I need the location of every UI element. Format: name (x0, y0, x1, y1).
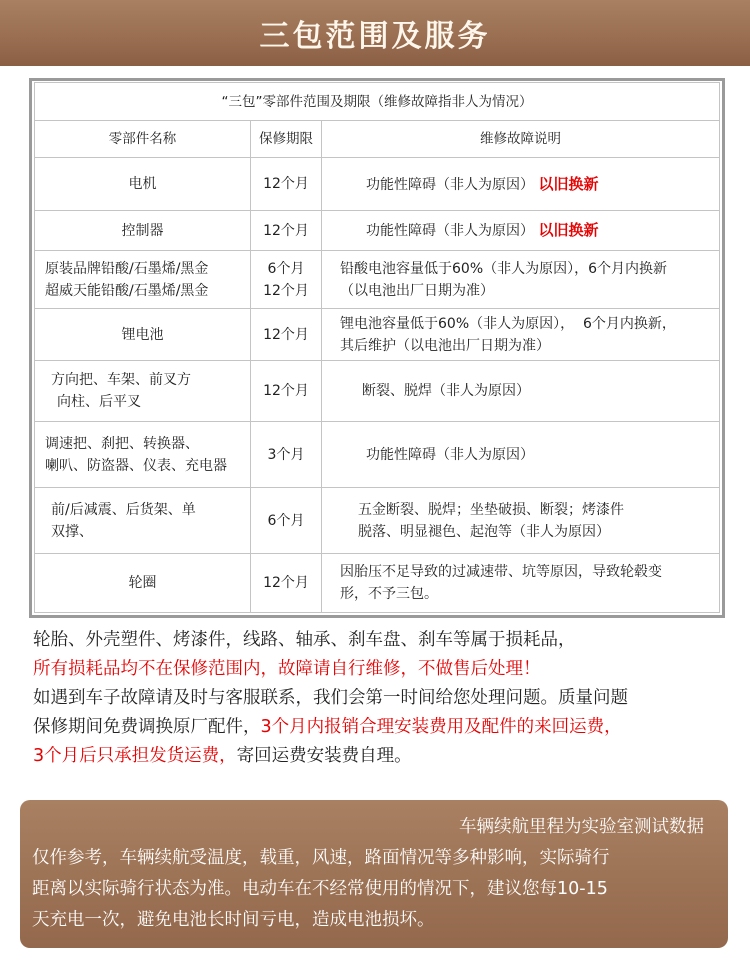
part-cell: 控制器 (35, 211, 251, 251)
warranty-cell: 12个月 (251, 554, 322, 613)
warranty-cell: 12个月 (251, 309, 322, 361)
table-row-lithium (35, 309, 720, 361)
header-description: 维修故障说明 (322, 121, 720, 158)
warranty-cell: 12个月 (251, 211, 322, 251)
page-title: 三包范围及服务 (259, 19, 491, 54)
disclaimer-heading: 车辆续航里程为实验室测试数据 (459, 817, 704, 837)
part-cell: 前/后减震、后货架、单 双撑、 (35, 488, 251, 554)
part-cell: 方向把、车架、前叉方 向柱、后平叉 (35, 361, 251, 422)
description-cell: 功能性障碍（非人为原因） 以旧换新 (322, 158, 720, 211)
table-row-rim (35, 554, 720, 613)
part-cell: 原装品牌铅酸/石墨烯/黑金 超威天能铅酸/石墨烯/黑金 (35, 251, 251, 309)
note-contact-service: 如遇到车子故障请及时与客服联系，我们会第一时间给您处理问题。质量问题 (33, 688, 628, 708)
warranty-cell: 12个月 (251, 361, 322, 422)
disclaimer-line: 距离以实际骑行状态为准。电动车在不经常使用的情况下，建议您每10-15 (32, 879, 608, 899)
replace-badge: 以旧换新 (538, 221, 599, 239)
disclaimer-line: 天充电一次，避免电池长时间亏电，造成电池损坏。 (32, 910, 435, 930)
title-banner (0, 0, 750, 66)
part-cell: 调速把、刹把、转换器、 喇叭、防盗器、仪表、充电器 (35, 422, 251, 488)
warranty-cell: 3个月 (251, 422, 322, 488)
table-row-suspension (35, 488, 720, 554)
part-cell: 轮圈 (35, 554, 251, 613)
warranty-cell: 6个月 12个月 (251, 251, 322, 309)
description-cell: 功能性障碍（非人为原因） (322, 422, 720, 488)
part-cell: 电机 (35, 158, 251, 211)
note-consumables: 轮胎、外壳塑件、烤漆件，线路、轴承、刹车盘、刹车等属于损耗品， (33, 630, 576, 650)
description-cell: 锂电池容量低于60%（非人为原因）， 6个月内换新， 其后维护（以电池出厂日期为准） (322, 309, 720, 361)
description-cell: 铅酸电池容量低于60%（非人为原因），6个月内换新 （以电池出厂日期为准） (322, 251, 720, 309)
table-row-electrics (35, 422, 720, 488)
note-no-warranty: 所有损耗品均不在保修范围内，故障请自行维修，不做售后处理！ (33, 659, 541, 679)
description-cell: 功能性障碍（非人为原因） 以旧换新 (322, 211, 720, 251)
table-header-row (35, 121, 720, 158)
warranty-cell: 6个月 (251, 488, 322, 554)
table-caption-row (35, 83, 720, 121)
replace-badge: 以旧换新 (538, 174, 599, 193)
table-caption: “三包”零部件范围及期限（维修故障指非人为情况） (35, 83, 720, 121)
warranty-table (34, 82, 720, 613)
header-warranty: 保修期限 (251, 121, 322, 158)
description-cell: 因胎压不足导致的过减速带、坑等原因，导致轮毂变 形，不予三包。 (322, 554, 720, 613)
disclaimer-line: 仅作参考，车辆续航受温度，载重，风速，路面情况等多种影响，实际骑行 (32, 848, 610, 868)
table-row-motor (35, 158, 720, 211)
description-cell: 五金断裂、脱焊；坐垫破损、断裂；烤漆件 脱落、明显褪色、起泡等（非人为原因） (322, 488, 720, 554)
part-cell: 锂电池 (35, 309, 251, 361)
table-row-frame (35, 361, 720, 422)
range-disclaimer-box (20, 800, 728, 948)
warranty-table-frame (29, 78, 725, 618)
description-cell: 断裂、脱焊（非人为原因） (322, 361, 720, 422)
warranty-cell: 12个月 (251, 158, 322, 211)
header-part: 零部件名称 (35, 121, 251, 158)
note-shipping-policy: 3个月后只承担发货运费，寄回运费安装费自理。 (33, 746, 412, 766)
note-free-replacement: 保修期间免费调换原厂配件，3个月内报销合理安装费用及配件的来回运费， (33, 717, 622, 737)
consumables-notes (33, 626, 733, 771)
table-row-controller (35, 211, 720, 251)
table-row-lead-acid (35, 251, 720, 309)
